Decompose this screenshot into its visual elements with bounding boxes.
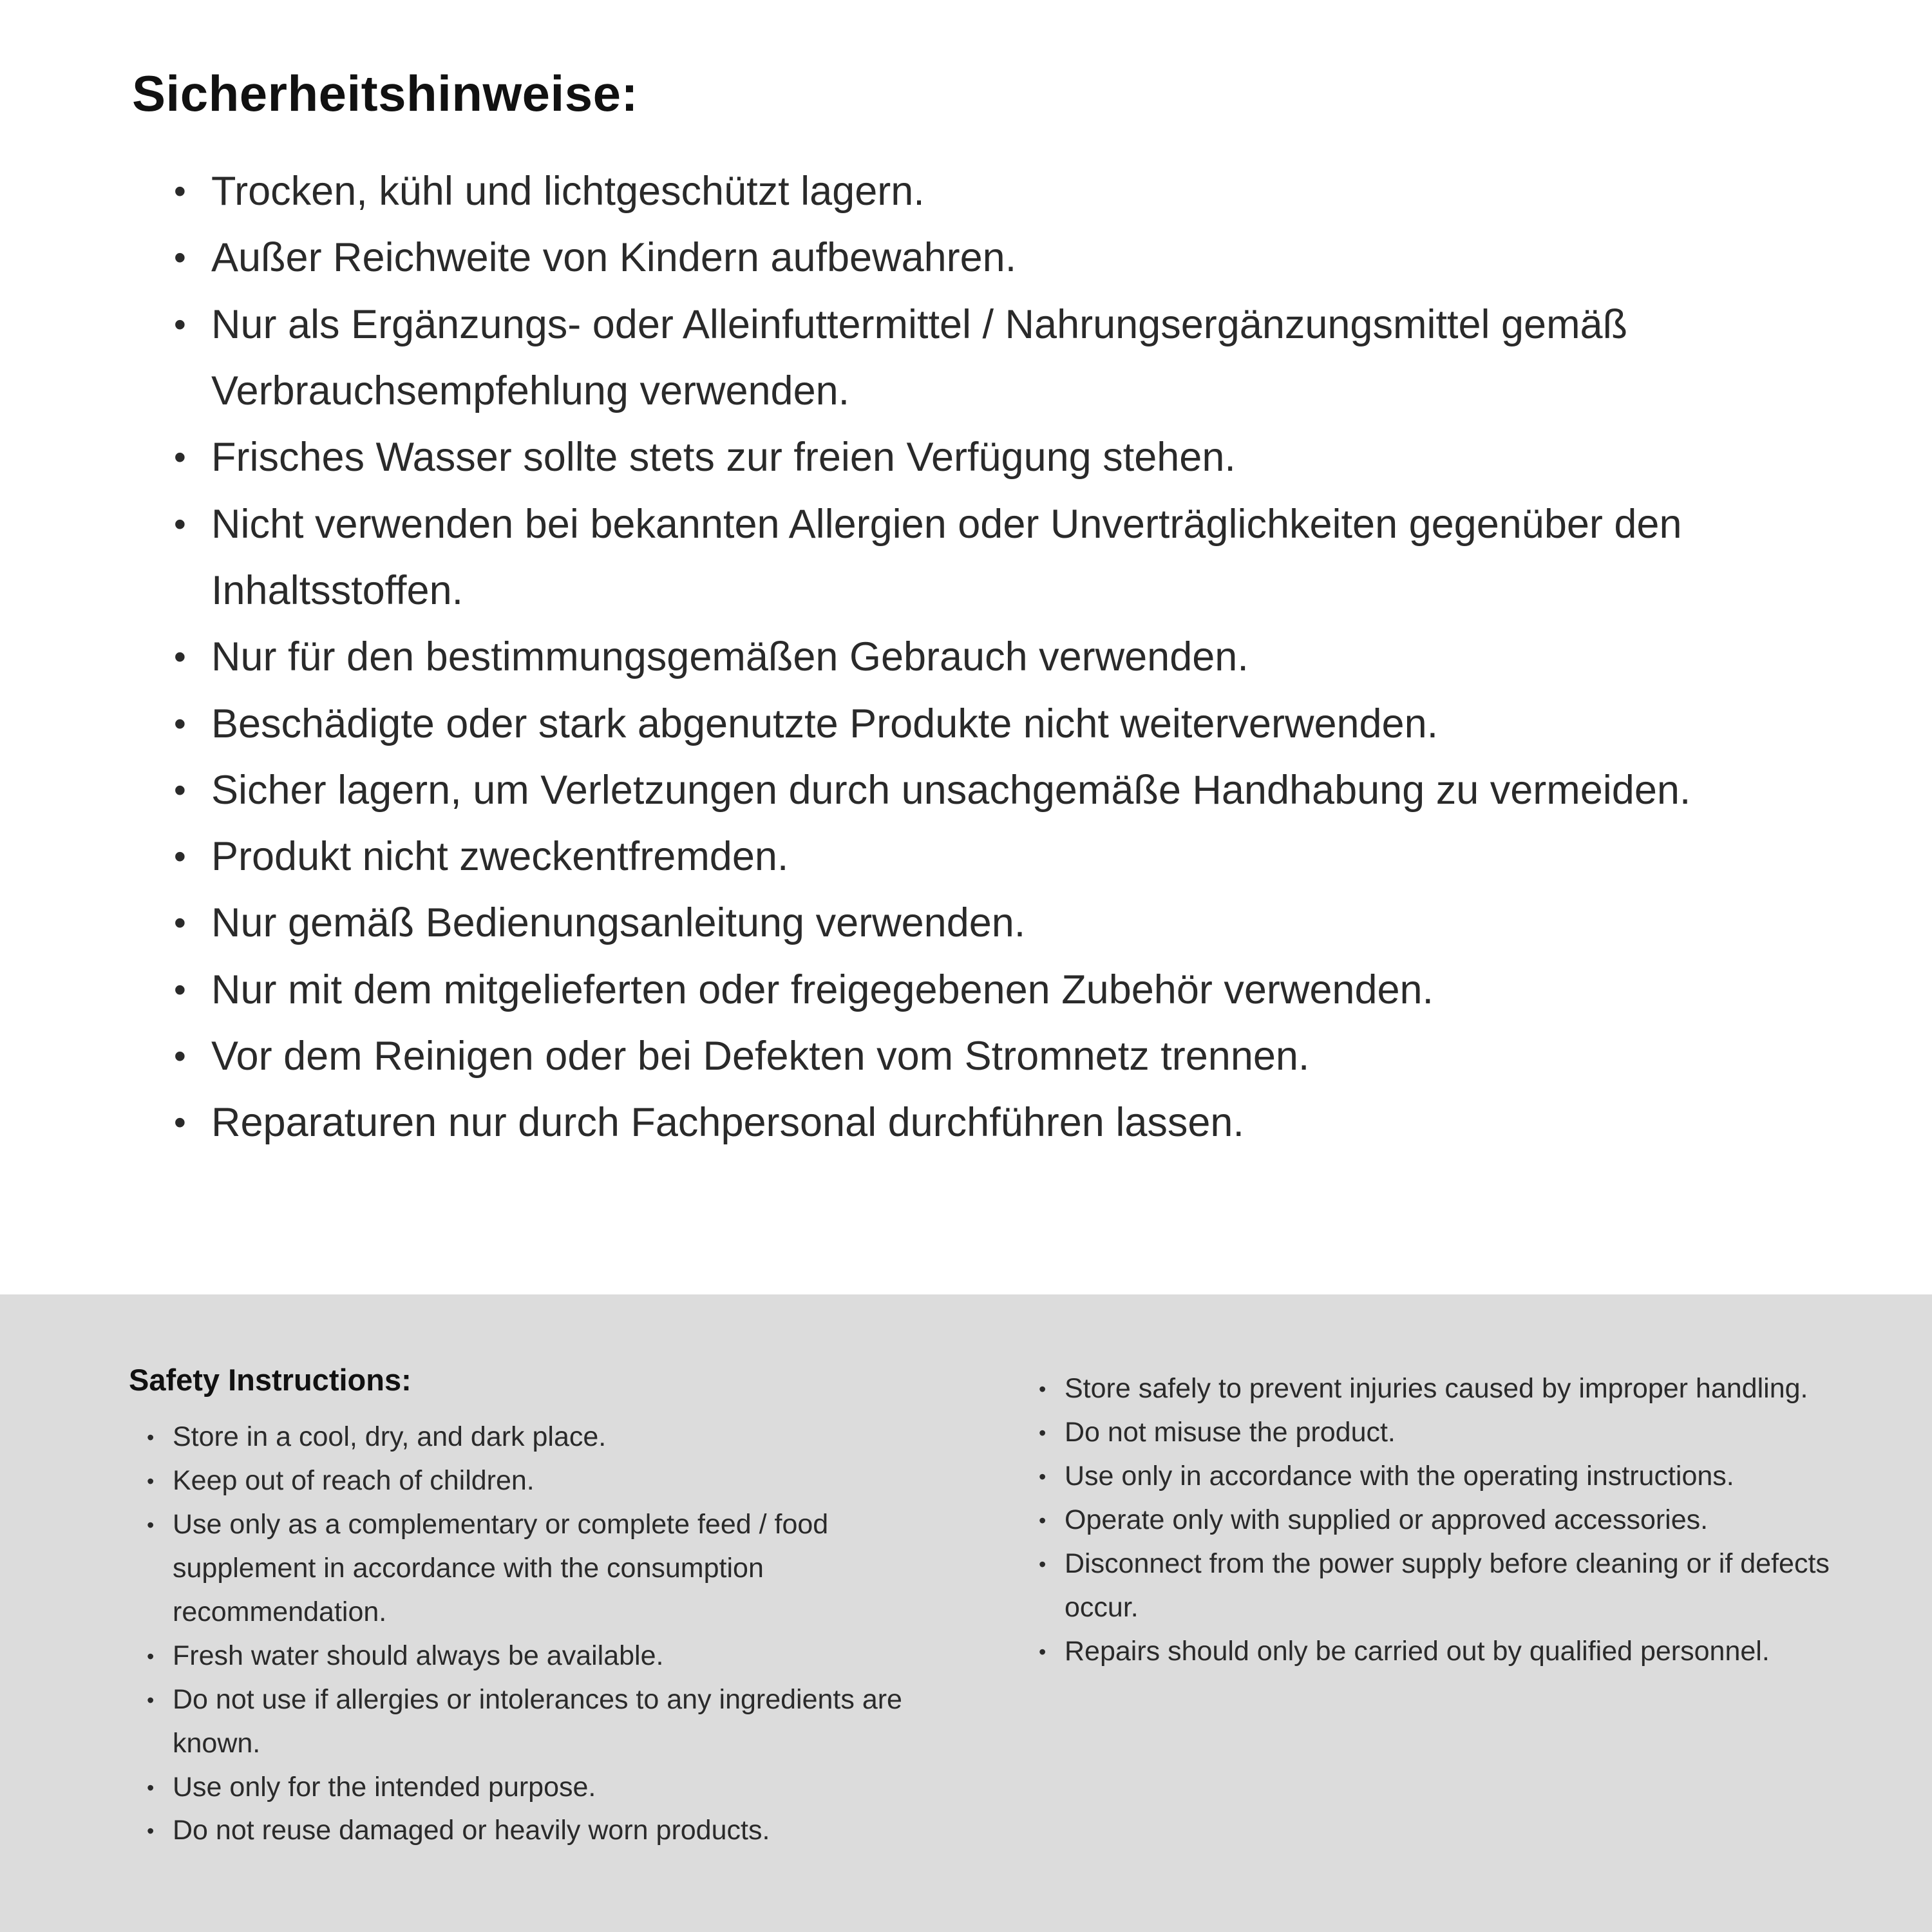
list-item: • Keep out of reach of children. bbox=[147, 1459, 943, 1503]
list-item: • Fresh water should always be available. bbox=[147, 1634, 943, 1678]
list-item: • Use only as a complementary or complete feed / food supplement in accordance with the consumption recommendation. bbox=[147, 1503, 943, 1634]
english-safety-section bbox=[0, 1294, 1932, 1932]
list-item: • Use only in accordance with the operating instructions. bbox=[1039, 1455, 1835, 1499]
list-item: • Store in a cool, dry, and dark place. bbox=[147, 1416, 943, 1459]
english-safety-list-right bbox=[1021, 1367, 1835, 1674]
list-item: • Vor dem Reinigen oder bei Defekten vom Stromnetz trennen. bbox=[174, 1023, 1816, 1090]
english-left-column bbox=[129, 1362, 943, 1893]
list-item: • Außer Reichweite von Kindern aufbewahren. bbox=[174, 225, 1816, 291]
list-item: • Do not misuse the product. bbox=[1039, 1411, 1835, 1455]
list-item: • Use only for the intended purpose. bbox=[147, 1766, 943, 1810]
list-item: • Nur gemäß Bedienungsanleitung verwenden. bbox=[174, 890, 1816, 956]
list-item: • Sicher lagern, um Verletzungen durch unsachgemäße Handhabung zu vermeiden. bbox=[174, 757, 1816, 824]
list-item: • Trocken, kühl und lichtgeschützt lagern. bbox=[174, 158, 1816, 225]
list-item: • Repairs should only be carried out by qualified personnel. bbox=[1039, 1630, 1835, 1674]
list-item: • Produkt nicht zweckentfremden. bbox=[174, 824, 1816, 890]
list-item: • Reparaturen nur durch Fachpersonal durchführen lassen. bbox=[174, 1090, 1816, 1156]
english-section-title: Safety Instructions: bbox=[129, 1363, 412, 1397]
list-item: • Do not reuse damaged or heavily worn products. bbox=[147, 1809, 943, 1853]
german-safety-list bbox=[132, 158, 1816, 1157]
list-item: • Operate only with supplied or approved accessories. bbox=[1039, 1499, 1835, 1542]
list-item: • Frisches Wasser sollte stets zur freien Verfügung stehen. bbox=[174, 424, 1816, 491]
list-item: • Nicht verwenden bei bekannten Allergien oder Unverträglichkeiten gegenüber den Inhaltsstoffen. bbox=[174, 491, 1816, 625]
list-item: • Beschädigte oder stark abgenutzte Produkte nicht weiterverwenden. bbox=[174, 691, 1816, 757]
list-item: • Nur für den bestimmungsgemäßen Gebrauch verwenden. bbox=[174, 624, 1816, 690]
list-item: • Disconnect from the power supply before cleaning or if defects occur. bbox=[1039, 1542, 1835, 1630]
english-safety-list-left bbox=[129, 1416, 943, 1853]
list-item: • Nur als Ergänzungs- oder Alleinfuttermittel / Nahrungsergänzungsmittel gemäß Verbrauchsempfehlung verwenden. bbox=[174, 292, 1816, 425]
german-section-title: Sicherheitshinweise: bbox=[132, 65, 638, 122]
list-item: • Nur mit dem mitgelieferten oder freigegebenen Zubehör verwenden. bbox=[174, 957, 1816, 1023]
list-item: • Store safely to prevent injuries caused by improper handling. bbox=[1039, 1367, 1835, 1411]
english-right-column bbox=[1021, 1362, 1835, 1893]
list-item: • Do not use if allergies or intolerances to any ingredients are known. bbox=[147, 1678, 943, 1766]
